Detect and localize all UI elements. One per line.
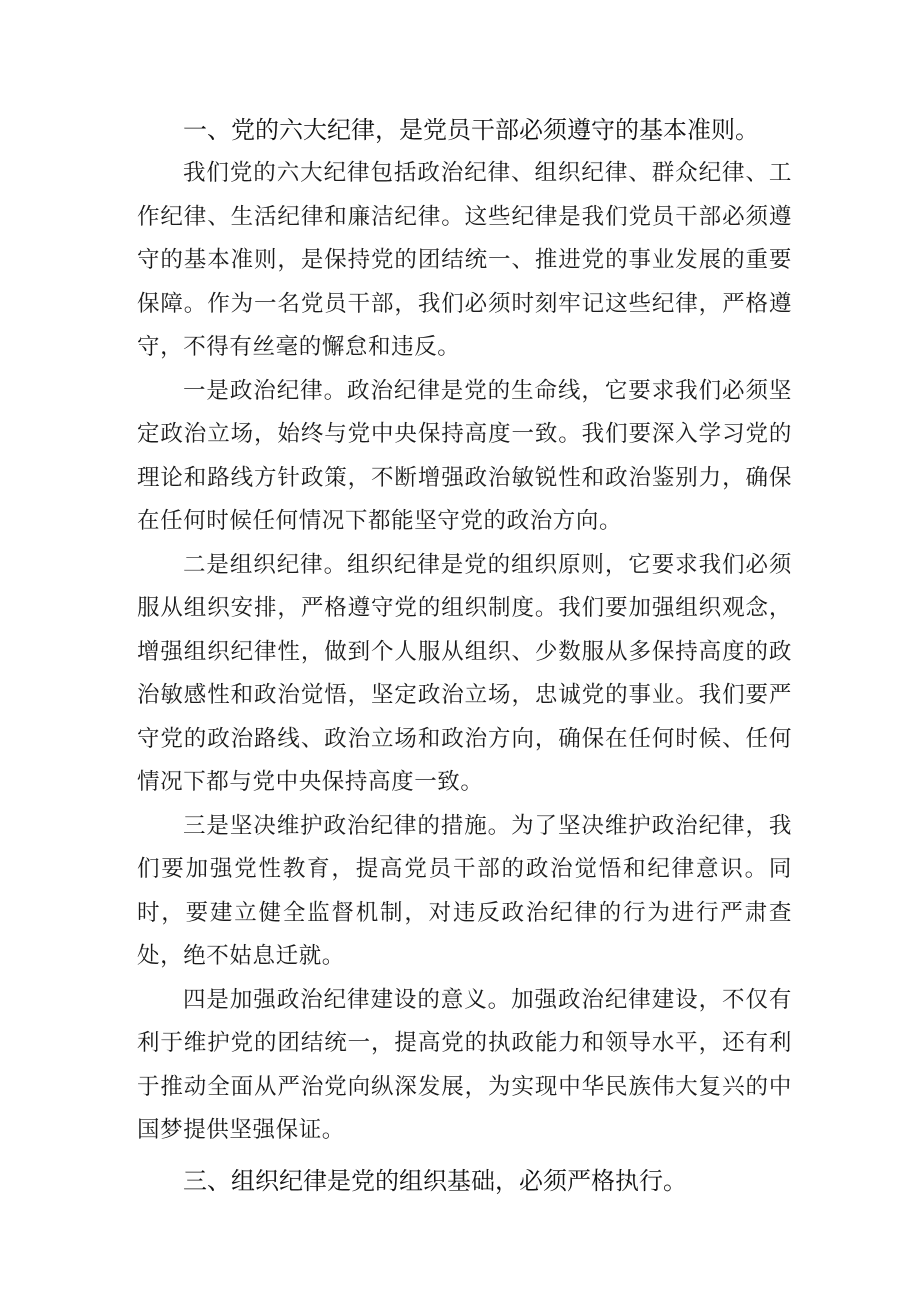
paragraph-political-discipline: 一是政治纪律。政治纪律是党的生命线，它要求我们必须坚定政治立场，始终与党中央保持高度一致。我们要深入学习党的理论和路线方针政策，不断增强政治敏锐性和政治鉴别力，确保在任何时候任何情况下都能坚守党的政治方向。 — [137, 377, 792, 534]
paragraph-significance: 四是加强政治纪律建设的意义。加强政治纪律建设，不仅有利于维护党的团结统一，提高党的执政能力和领导水平，还有利于推动全面从严治党向纵深发展，为实现中华民族伟大复兴的中国梦提供坚强保证。 — [137, 986, 792, 1143]
section-heading-1: 一、党的六大纪律，是党员干部必须遵守的基本准则。 — [183, 116, 759, 144]
paragraph-measures: 三是坚决维护政治纪律的措施。为了坚决维护政治纪律，我们要加强党性教育，提高党员干部的政治觉悟和纪律意识。同时，要建立健全监督机制，对违反政治纪律的行为进行严肃查处，绝不姑息迁就。 — [137, 812, 792, 969]
section-heading-3: 三、组织纪律是党的组织基础，必须严格执行。 — [183, 1166, 687, 1195]
paragraph-organizational-discipline: 二是组织纪律。组织纪律是党的组织原则，它要求我们必须服从组织安排，严格遵守党的组织制度。我们要加强组织观念，增强组织纪律性，做到个人服从组织、少数服从多保持高度的政治敏感性和政治觉悟，坚定政治立场，忠诚党的事业。我们要严守党的政治路线、政治立场和政治方向，确保在任何时候、任何情况下都与党中央保持高度一致。 — [137, 551, 792, 795]
paragraph-intro: 我们党的六大纪律包括政治纪律、组织纪律、群众纪律、工作纪律、生活纪律和廉洁纪律。这些纪律是我们党员干部必须遵守的基本准则，是保持党的团结统一、推进党的事业发展的重要保障。作为一名党员干部，我们必须时刻牢记这些纪律，严格遵守，不得有丝毫的懈怠和违反。 — [137, 160, 792, 360]
